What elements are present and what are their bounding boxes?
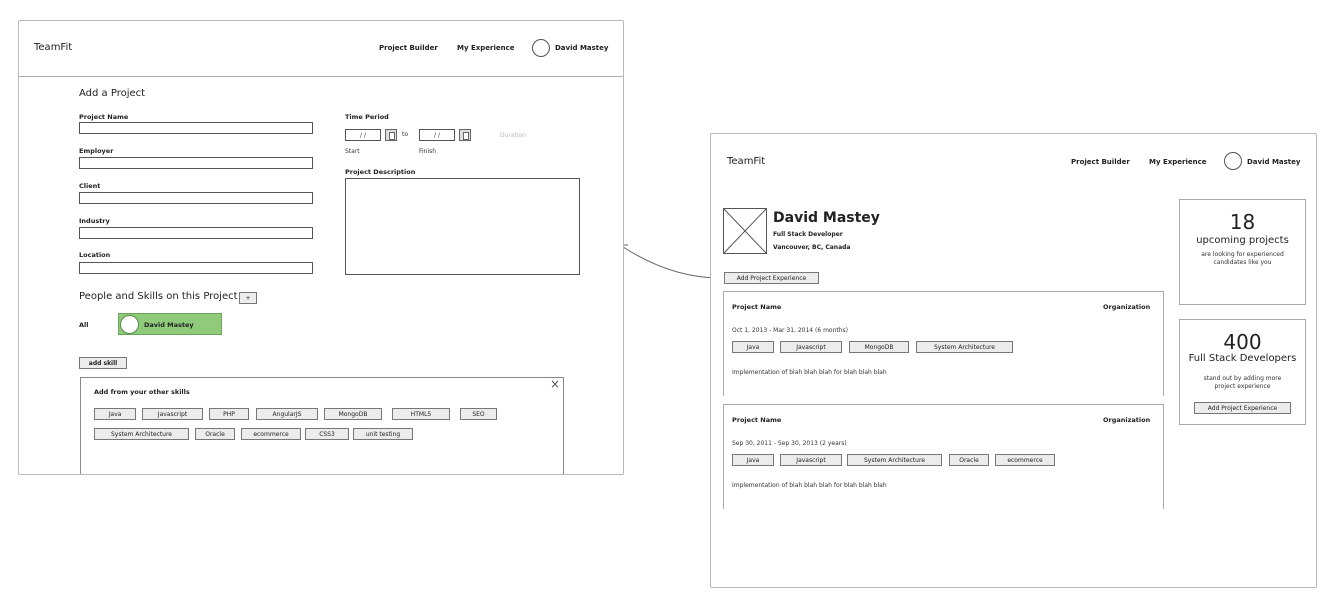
skill-chip[interactable]: MongoDB <box>849 341 909 353</box>
project-organization: Organization <box>1103 303 1151 311</box>
project-description: Implementation of blah blah blah for blah blah blah <box>732 369 887 376</box>
client-input[interactable] <box>79 192 313 204</box>
project-name-input[interactable] <box>79 122 313 134</box>
project-name-label: Project Name <box>79 113 129 121</box>
upcoming-projects-sub1: are looking for experienced <box>1201 251 1284 258</box>
client-label: Client <box>79 182 101 190</box>
skill-chip[interactable]: AngularJS <box>256 408 318 420</box>
add-project-experience-button[interactable]: Add Project Experience <box>1194 402 1291 414</box>
brand-logo[interactable]: TeamFit <box>727 156 766 167</box>
project-card[interactable] <box>723 291 1164 396</box>
employer-label: Employer <box>79 147 114 155</box>
industry-input[interactable] <box>79 227 313 239</box>
skill-chip[interactable]: Javascript <box>142 408 203 420</box>
location-input[interactable] <box>79 262 313 274</box>
user-name-link[interactable]: David Mastey <box>555 44 609 52</box>
industry-label: Industry <box>79 217 110 225</box>
nav-my-experience[interactable]: My Experience <box>457 44 515 52</box>
skill-chip[interactable]: Java <box>732 341 774 353</box>
add-skill-button[interactable]: add skill <box>79 357 127 369</box>
finish-label: Finish <box>419 148 437 155</box>
profile-name: David Mastey <box>773 210 880 226</box>
duration-label: Duration <box>500 132 527 139</box>
nav-project-builder[interactable]: Project Builder <box>1071 158 1130 166</box>
avatar[interactable] <box>532 39 550 57</box>
finish-date-input[interactable]: / / <box>419 129 455 141</box>
skill-chip[interactable]: System Architecture <box>94 428 189 440</box>
project-dates: Oct 1, 2013 - Mar 31, 2014 (6 months) <box>732 327 849 334</box>
full-stack-devs-sub1: stand out by adding more <box>1203 375 1282 382</box>
person-name: David Mastey <box>144 321 194 329</box>
people-skills-title: People and Skills on this Project <box>79 291 238 302</box>
full-stack-devs-sub2: project experience <box>1214 383 1271 390</box>
add-project-screen <box>18 20 624 475</box>
nav-project-builder[interactable]: Project Builder <box>379 44 438 52</box>
skill-chip[interactable]: PHP <box>209 408 249 420</box>
full-stack-devs-card <box>1179 319 1306 425</box>
add-person-button[interactable]: + <box>239 292 257 304</box>
person-avatar <box>120 315 139 334</box>
skill-chip[interactable]: CSS3 <box>305 428 349 440</box>
avatar[interactable] <box>1224 152 1242 170</box>
skill-chip[interactable]: Java <box>732 454 774 466</box>
profile-screen <box>710 133 1317 588</box>
upcoming-projects-count: 18 <box>1229 210 1256 234</box>
project-name: Project Name <box>732 416 782 424</box>
start-calendar-icon[interactable] <box>385 129 397 141</box>
profile-image-placeholder <box>723 208 767 254</box>
all-filter[interactable]: All <box>79 321 89 329</box>
brand-logo[interactable]: TeamFit <box>34 42 73 53</box>
project-description: Implementation of blah blah blah for blah blah blah <box>732 482 887 489</box>
location-label: Location <box>79 251 111 259</box>
person-chip[interactable] <box>118 313 222 335</box>
time-period-label: Time Period <box>345 113 389 121</box>
nav-my-experience[interactable]: My Experience <box>1149 158 1207 166</box>
skill-chip[interactable]: Oracle <box>195 428 235 440</box>
project-card[interactable] <box>723 404 1164 509</box>
start-label: Start <box>345 148 360 155</box>
add-project-experience-button[interactable]: Add Project Experience <box>724 272 819 284</box>
skill-chip[interactable]: ecommerce <box>241 428 301 440</box>
project-name: Project Name <box>732 303 782 311</box>
to-label: to <box>402 131 409 138</box>
upcoming-projects-card <box>1179 199 1306 305</box>
skills-panel <box>80 377 564 475</box>
skill-chip[interactable]: System Architecture <box>847 454 942 466</box>
finish-calendar-icon[interactable] <box>459 129 471 141</box>
upcoming-projects-sub2: candidates like you <box>1213 259 1272 266</box>
employer-input[interactable] <box>79 157 313 169</box>
skill-chip[interactable]: Oracle <box>949 454 989 466</box>
skill-chip[interactable]: SEO <box>460 408 497 420</box>
start-date-input[interactable]: / / <box>345 129 381 141</box>
project-organization: Organization <box>1103 416 1151 424</box>
skill-chip[interactable]: Javascript <box>780 341 842 353</box>
project-description-textarea[interactable] <box>345 178 580 275</box>
skill-chip[interactable]: Javascript <box>780 454 842 466</box>
skill-chip[interactable]: HTML5 <box>392 408 450 420</box>
user-name-link[interactable]: David Mastey <box>1247 158 1301 166</box>
header-divider <box>19 76 623 77</box>
skills-panel-title: Add from your other skills <box>94 388 190 396</box>
skill-chip[interactable]: MongoDB <box>324 408 382 420</box>
full-stack-devs-count: 400 <box>1223 330 1262 354</box>
project-dates: Sep 30, 2011 - Sep 30, 2013 (2 years) <box>732 440 847 447</box>
upcoming-projects-label: upcoming projects <box>1196 235 1289 246</box>
skill-chip[interactable]: Java <box>94 408 136 420</box>
project-description-label: Project Description <box>345 168 416 176</box>
profile-location: Vancouver, BC, Canada <box>773 244 851 251</box>
skill-chip[interactable]: unit testing <box>353 428 413 440</box>
close-icon[interactable]: × <box>550 377 561 391</box>
page-title: Add a Project <box>79 88 146 99</box>
profile-title: Full Stack Developer <box>773 231 843 238</box>
skill-chip[interactable]: System Architecture <box>916 341 1013 353</box>
full-stack-devs-label: Full Stack Developers <box>1188 353 1297 364</box>
skill-chip[interactable]: ecommerce <box>995 454 1055 466</box>
